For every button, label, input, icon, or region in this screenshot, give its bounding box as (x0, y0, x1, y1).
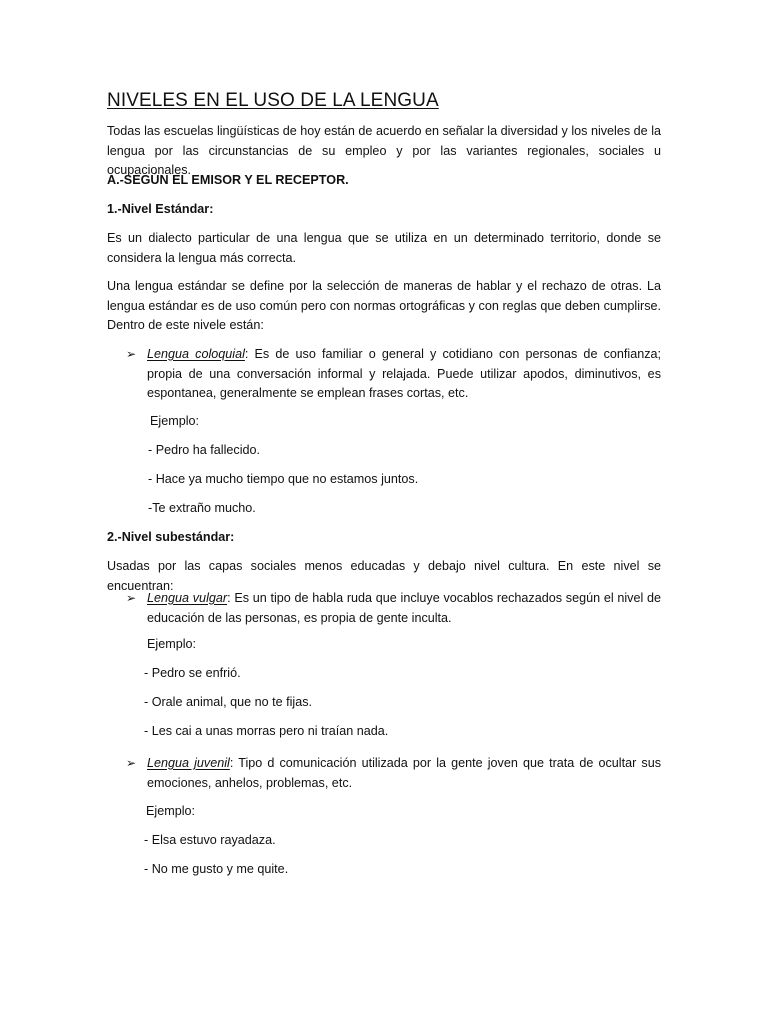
list-item-lengua-vulgar (147, 589, 661, 628)
bullet-arrow-icon: ➢ (126, 756, 137, 770)
section-a-heading: A.-SEGÚN EL EMISOR Y EL RECEPTOR. (107, 173, 349, 187)
bullet-arrow-icon: ➢ (126, 591, 137, 605)
example-line: - Orale animal, que no te fijas. (144, 695, 312, 709)
example-line: - Pedro se enfrió. (144, 666, 241, 680)
bullet-arrow-icon: ➢ (126, 347, 137, 361)
example-line: - Pedro ha fallecido. (148, 443, 261, 457)
level2-paragraph-1: Usadas por las capas sociales menos educadas y debajo nivel cultura. En este nivel se encuentran: (107, 559, 661, 593)
example-line: -Te extraño mucho. (148, 501, 256, 515)
level1-paragraph-2: Una lengua estándar se define por la selección de maneras de hablar y el rechazo de otras. La lengua estándar es de uso común pero con normas ortográficas y con reglas que deben cumplirse. Dentro de este nivele están: (107, 279, 661, 332)
term-lengua-coloquial: Lengua coloquial (147, 347, 245, 361)
list-item-lengua-coloquial (147, 345, 661, 404)
example-label: Ejemplo: (146, 804, 195, 818)
example-line: - Elsa estuvo rayadaza. (144, 833, 276, 847)
term-lengua-juvenil: Lengua juvenil (147, 756, 230, 770)
example-line: - Hace ya mucho tiempo que no estamos juntos. (148, 472, 419, 486)
term-description: : Es de uso familiar o general y cotidiano con personas de confianza; propia de una conversación informal y relajada. Puede utilizar apodos, diminutivos, es espontanea, generalmente se emplean frases cortas, etc. (147, 347, 662, 400)
list-item-lengua-juvenil (147, 754, 661, 793)
term-lengua-vulgar: Lengua vulgar (147, 591, 228, 605)
level1-paragraph-1: Es un dialecto particular de una lengua que se utiliza en un determinado territorio, donde se considera la lengua más correcta. (107, 231, 661, 265)
term-description: : Tipo d comunicación utilizada por la gente joven que trata de ocultar sus emociones, anhelos, problemas, etc. (147, 756, 661, 790)
term-description: : Es un tipo de habla ruda que incluye vocablos rechazados según el nivel de educación de las personas, es propia de gente inculta. (147, 591, 662, 625)
example-label: Ejemplo: (150, 414, 199, 428)
level1-heading: 1.-Nivel Estándar: (107, 202, 214, 216)
level2-heading: 2.-Nivel subestándar: (107, 530, 235, 544)
example-line: - No me gusto y me quite. (144, 862, 289, 876)
page-title: NIVELES EN EL USO DE LA LENGUA (107, 90, 439, 111)
intro-paragraph: Todas las escuelas lingüísticas de hoy están de acuerdo en señalar la diversidad y los niveles de la lengua por las circunstancias de su empleo y por las variantes regionales, sociales u ocupacionales. (107, 124, 661, 177)
example-line: - Les cai a unas morras pero ni traían nada. (144, 724, 389, 738)
example-label: Ejemplo: (147, 637, 196, 651)
